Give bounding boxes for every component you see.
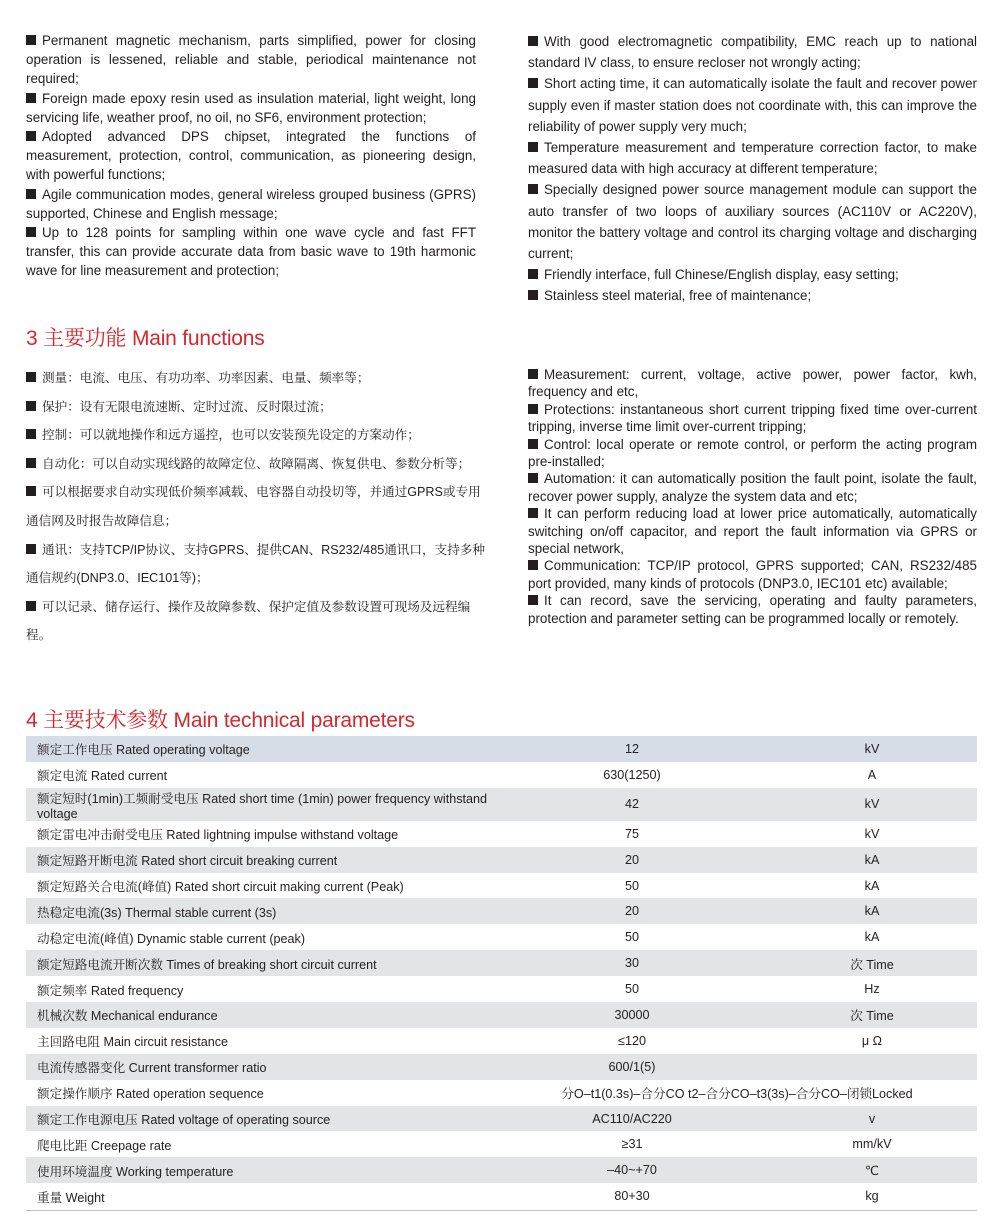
table-bottom-divider bbox=[26, 1210, 977, 1211]
param-name: 额定操作顺序 Rated operation sequence bbox=[37, 1087, 264, 1102]
function-item-en: It can perform reducing load at lower price automatically, automatically switching on/off capacitor, and report the fault information via GPRS or special network, bbox=[528, 506, 977, 557]
param-name: 额定雷电冲击耐受电压 Rated lightning impulse withstand voltage bbox=[37, 828, 399, 843]
param-name: 电流传感器变化 Current transformer ratio bbox=[26, 1054, 497, 1080]
param-name: 机械次数 Mechanical endurance bbox=[26, 1002, 497, 1028]
function-item-cn: 自动化：可以自动实现线路的故障定位、故障隔离、恢复供电、参数分析等； bbox=[26, 450, 486, 479]
table-row bbox=[26, 950, 977, 976]
param-name: 主回路电阻 Main circuit resistance bbox=[37, 1035, 229, 1050]
param-unit: kV bbox=[767, 736, 977, 762]
param-value: 20 bbox=[497, 847, 767, 873]
table-row bbox=[26, 762, 977, 788]
table-row bbox=[26, 1183, 977, 1209]
feature-item: Up to 128 points for sampling within one wave cycle and fast FFT transfer, this can provide accurate data from basic wave to 19th harmonic wave for line measurement and protection; bbox=[26, 225, 476, 279]
param-name: 额定短时(1min)工频耐受电压 Rated short time (1min) power frequency withstand voltage bbox=[26, 788, 497, 821]
bullet-square-icon bbox=[528, 404, 538, 414]
bullet-square-icon bbox=[26, 486, 36, 496]
param-name: 额定频率 Rated frequency bbox=[37, 983, 184, 998]
param-name: 重量 Weight bbox=[37, 1190, 105, 1205]
param-value: 50 bbox=[624, 930, 639, 945]
function-item-en: It can record, save the servicing, operating and faulty parameters, protection and parameter setting can be programmed locally or remotely. bbox=[528, 593, 977, 626]
table-row bbox=[26, 898, 977, 924]
param-unit: 次 Time bbox=[767, 1002, 977, 1028]
bullet-square-icon bbox=[26, 429, 36, 439]
bullet-square-icon bbox=[528, 508, 538, 518]
param-name: 额定短路关合电流(峰值) Rated short circuit making current (Peak) bbox=[37, 880, 404, 894]
param-value: 50 bbox=[624, 982, 639, 997]
table-row bbox=[26, 821, 977, 847]
function-item-en: Control: local operate or remote control, or perform the acting program pre-installed; bbox=[528, 436, 977, 470]
param-value: 80+30 bbox=[614, 1189, 650, 1204]
section-title-technical-parameters: 4 主要技术参数 Main technical parameters bbox=[26, 709, 415, 732]
section-title-main-functions: 3 主要功能 Main functions bbox=[26, 327, 265, 350]
features-left-column bbox=[26, 31, 476, 281]
bullet-square-icon bbox=[26, 189, 36, 199]
feature-item: Specially designed power source management module can support the auto transfer of two loops of auxiliary sources (AC110V or AC220V), monitor the battery voltage and control its charging voltage and discharging current; bbox=[528, 182, 977, 262]
param-value: 630(1250) bbox=[603, 767, 661, 782]
bullet-square-icon bbox=[26, 458, 36, 468]
param-unit bbox=[767, 1054, 977, 1080]
bullet-square-icon bbox=[26, 601, 36, 611]
feature-item: Friendly interface, full Chinese/English display, easy setting; bbox=[528, 264, 977, 285]
bullet-square-icon bbox=[26, 35, 36, 45]
param-unit: kV bbox=[864, 826, 880, 841]
param-name: 爬电比距 Creepage rate bbox=[37, 1138, 172, 1153]
bullet-square-icon bbox=[528, 269, 538, 279]
param-unit: 次 Time bbox=[767, 950, 977, 976]
bullet-square-icon bbox=[528, 184, 538, 194]
function-item-en: Measurement: current, voltage, active power, power factor, kwh, frequency and etc, bbox=[528, 367, 977, 400]
bullet-square-icon bbox=[528, 78, 538, 88]
function-item-cn: 控制：可以就地操作和远方遥控，也可以安装预先设定的方案动作； bbox=[26, 421, 486, 450]
table-row bbox=[26, 1028, 977, 1054]
bullet-square-icon bbox=[528, 560, 538, 570]
bullet-square-icon bbox=[26, 544, 36, 554]
feature-item: Agile communication modes, general wireless grouped business (GPRS) supported, Chinese and English message; bbox=[26, 186, 476, 221]
param-name: 动稳定电流(峰值) Dynamic stable current (peak) bbox=[37, 931, 306, 946]
param-value: 75 bbox=[624, 826, 639, 841]
param-value: ≤120 bbox=[618, 1033, 646, 1048]
param-name: 额定短路电流开断次数 Times of breaking short circuit current bbox=[26, 950, 497, 976]
param-value: 50 bbox=[624, 878, 639, 893]
param-name: 额定电流 Rated current bbox=[37, 769, 168, 784]
param-value: ≥31 bbox=[621, 1137, 643, 1152]
function-item-en: Communication: TCP/IP protocol, GPRS supported; CAN, RS232/485 port provided, many kinds of protocols (DNP3.0, IEC101 etc) available; bbox=[528, 558, 977, 591]
functions-chinese-column bbox=[26, 364, 486, 650]
table-row bbox=[26, 1106, 977, 1132]
table-row bbox=[26, 1131, 977, 1157]
table-row bbox=[26, 736, 977, 762]
bullet-square-icon bbox=[528, 595, 538, 605]
param-value: –40~+70 bbox=[497, 1157, 767, 1183]
param-unit: mm/kV bbox=[852, 1137, 892, 1152]
bullet-square-icon bbox=[26, 372, 36, 382]
table-row bbox=[26, 1157, 977, 1183]
function-item-cn: 通讯：支持TCP/IP协议、支持GPRS、提供CAN、RS232/485通讯口，支持多种通信规约(DNP3.0、IEC101等)； bbox=[26, 542, 485, 586]
param-value: 20 bbox=[497, 898, 767, 924]
feature-item: Adopted advanced DPS chipset, integrated the functions of measurement, protection, control, communication, as pioneering design, with powerful functions; bbox=[26, 129, 476, 183]
param-unit: A bbox=[867, 767, 877, 782]
function-item-en: Automation: it can automatically position the fault point, isolate the fault, recover power supply, analyze the system data and etc; bbox=[528, 471, 977, 504]
bullet-square-icon bbox=[528, 473, 538, 483]
function-item-cn: 可以根据要求自动实现低价频率减载、电容器自动投切等，并通过GPRS或专用通信网及时报告故障信息； bbox=[26, 485, 481, 528]
table-row bbox=[26, 873, 977, 899]
param-unit: kA bbox=[767, 898, 977, 924]
parameters-table-body bbox=[26, 736, 977, 1209]
function-item-cn: 可以记录、储存运行、操作及故障参数、保护定值及参数设置可现场及远程编程。 bbox=[26, 599, 471, 643]
bullet-square-icon bbox=[528, 439, 538, 449]
param-value: 30000 bbox=[497, 1002, 767, 1028]
param-value: 12 bbox=[497, 736, 767, 762]
param-unit: v bbox=[767, 1106, 977, 1132]
param-value: 分O–t1(0.3s)–合分CO t2–合分CO–t3(3s)–合分CO–闭锁Locked bbox=[561, 1087, 913, 1102]
bullet-square-icon bbox=[528, 369, 538, 379]
table-row bbox=[26, 847, 977, 873]
function-item-cn: 保护：设有无限电流速断、定时过流、反时限过流； bbox=[26, 393, 486, 422]
table-row bbox=[26, 1080, 977, 1106]
bullet-square-icon bbox=[528, 290, 538, 300]
functions-english-column bbox=[528, 366, 977, 627]
param-name: 额定工作电源电压 Rated voltage of operating source bbox=[26, 1106, 497, 1132]
param-unit: kA bbox=[864, 878, 880, 893]
feature-item: Stainless steel material, free of maintenance; bbox=[528, 285, 977, 306]
feature-item: Temperature measurement and temperature correction factor, to make measured data with high accuracy at different temperature; bbox=[528, 140, 977, 177]
bullet-square-icon bbox=[528, 142, 538, 152]
param-name: 额定工作电压 Rated operating voltage bbox=[26, 736, 497, 762]
param-unit: kg bbox=[865, 1189, 879, 1204]
param-unit: kA bbox=[767, 847, 977, 873]
features-right-column bbox=[528, 31, 977, 307]
bullet-square-icon bbox=[26, 227, 36, 237]
table-row bbox=[26, 788, 977, 821]
feature-item: Short acting time, it can automatically isolate the fault and recover power supply even if master station does not coordinate with, this can improve the reliability of power supply very much; bbox=[528, 76, 977, 134]
technical-parameters-table bbox=[26, 736, 977, 1209]
param-unit: ℃ bbox=[767, 1157, 977, 1183]
function-item-cn: 测量：电流、电压、有功功率、功率因素、电量、频率等； bbox=[26, 364, 486, 393]
param-unit: Hz bbox=[864, 982, 880, 997]
table-row bbox=[26, 1054, 977, 1080]
bullet-square-icon bbox=[26, 93, 36, 103]
feature-item: Permanent magnetic mechanism, parts simplified, power for closing operation is lessened, reliable and stable, periodical maintenance not required; bbox=[26, 33, 476, 87]
function-item-en: Protections: instantaneous short current tripping fixed time over-current tripping, inverse time limit over-current tripping; bbox=[528, 401, 977, 435]
param-name: 额定短路开断电流 Rated short circuit breaking current bbox=[26, 847, 497, 873]
bullet-square-icon bbox=[528, 36, 538, 46]
param-value: 42 bbox=[497, 788, 767, 821]
bullet-square-icon bbox=[26, 131, 36, 141]
param-name: 热稳定电流(3s) Thermal stable current (3s) bbox=[26, 898, 497, 924]
table-row bbox=[26, 1002, 977, 1028]
param-unit: kV bbox=[767, 788, 977, 821]
table-row bbox=[26, 976, 977, 1002]
param-value: 30 bbox=[497, 950, 767, 976]
param-value: AC110/AC220 bbox=[497, 1106, 767, 1132]
param-name: 使用环境温度 Working temperature bbox=[26, 1157, 497, 1183]
feature-item: Foreign made epoxy resin used as insulation material, light weight, long servicing life, weather proof, no oil, no SF6, environment protection; bbox=[26, 90, 476, 125]
param-unit: μ Ω bbox=[861, 1033, 883, 1048]
bullet-square-icon bbox=[26, 401, 36, 411]
table-row bbox=[26, 924, 977, 950]
feature-item: With good electromagnetic compatibility, EMC reach up to national standard IV class, to ensure recloser not wrongly acting; bbox=[528, 34, 977, 71]
param-value: 600/1(5) bbox=[497, 1054, 767, 1080]
param-unit: kA bbox=[864, 930, 880, 945]
